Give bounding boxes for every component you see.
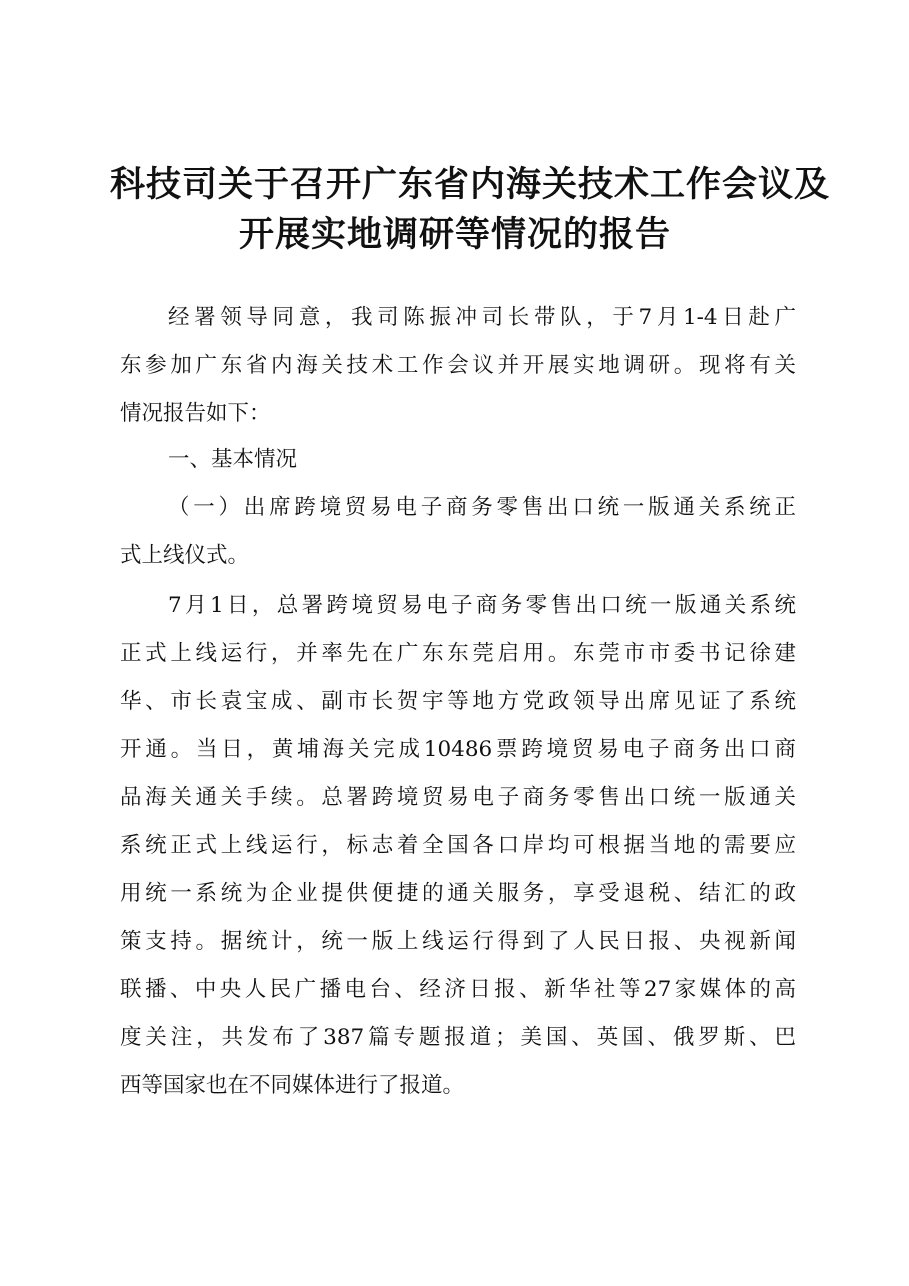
subsection-line: （一）出席跨境贸易电子商务零售出口统一版通关系统正 (168, 495, 796, 520)
subsection-heading (120, 484, 796, 580)
section-heading-text: 一、基本情况 (168, 447, 298, 472)
paragraph-line: 华、市长袁宝成、副市长贺宇等地方党政领导出席见证了系统 (120, 689, 796, 714)
intro-line: 东参加广东省内海关技术工作会议并开展实地调研。现将有关 (120, 353, 796, 378)
subsection-line: 式上线仪式。 (120, 543, 250, 568)
paragraph-line: 联播、中央人民广播电台、经济日报、新华社等27家媒体的高 (120, 977, 796, 1002)
intro-line: 情况报告如下： (120, 401, 271, 426)
paragraph-line: 系统正式上线运行，标志着全国各口岸均可根据当地的需要应 (120, 833, 796, 858)
paragraph-line: 品海关通关手续。总署跨境贸易电子商务零售出口统一版通关 (120, 785, 796, 810)
body-paragraph (120, 582, 796, 1110)
paragraph-line: 正式上线运行，并率先在广东东莞启用。东莞市市委书记徐建 (120, 641, 796, 666)
paragraph-line: 开通。当日，黄埔海关完成10486票跨境贸易电子商务出口商 (120, 737, 796, 762)
section-heading (120, 436, 796, 484)
paragraph-line: 7月1日，总署跨境贸易电子商务零售出口统一版通关系统 (168, 593, 796, 618)
paragraph-line: 策支持。据统计，统一版上线运行得到了人民日报、央视新闻 (120, 929, 796, 954)
paragraph-line: 用统一系统为企业提供便捷的通关服务，享受退税、结汇的政 (120, 881, 796, 906)
intro-line: 经署领导同意，我司陈振冲司长带队，于7月1-4日赴广 (168, 305, 796, 330)
paragraph-line: 西等国家也在不同媒体进行了报道。 (120, 1073, 465, 1098)
document-title-line-2: 开展实地调研等情况的报告 (238, 214, 671, 255)
paragraph-line: 度关注，共发布了387篇专题报道；美国、英国、俄罗斯、巴 (120, 1025, 796, 1050)
document-title-line-1: 科技司关于召开广东省内海关技术工作会议及 (110, 164, 831, 205)
intro-paragraph (120, 294, 796, 438)
